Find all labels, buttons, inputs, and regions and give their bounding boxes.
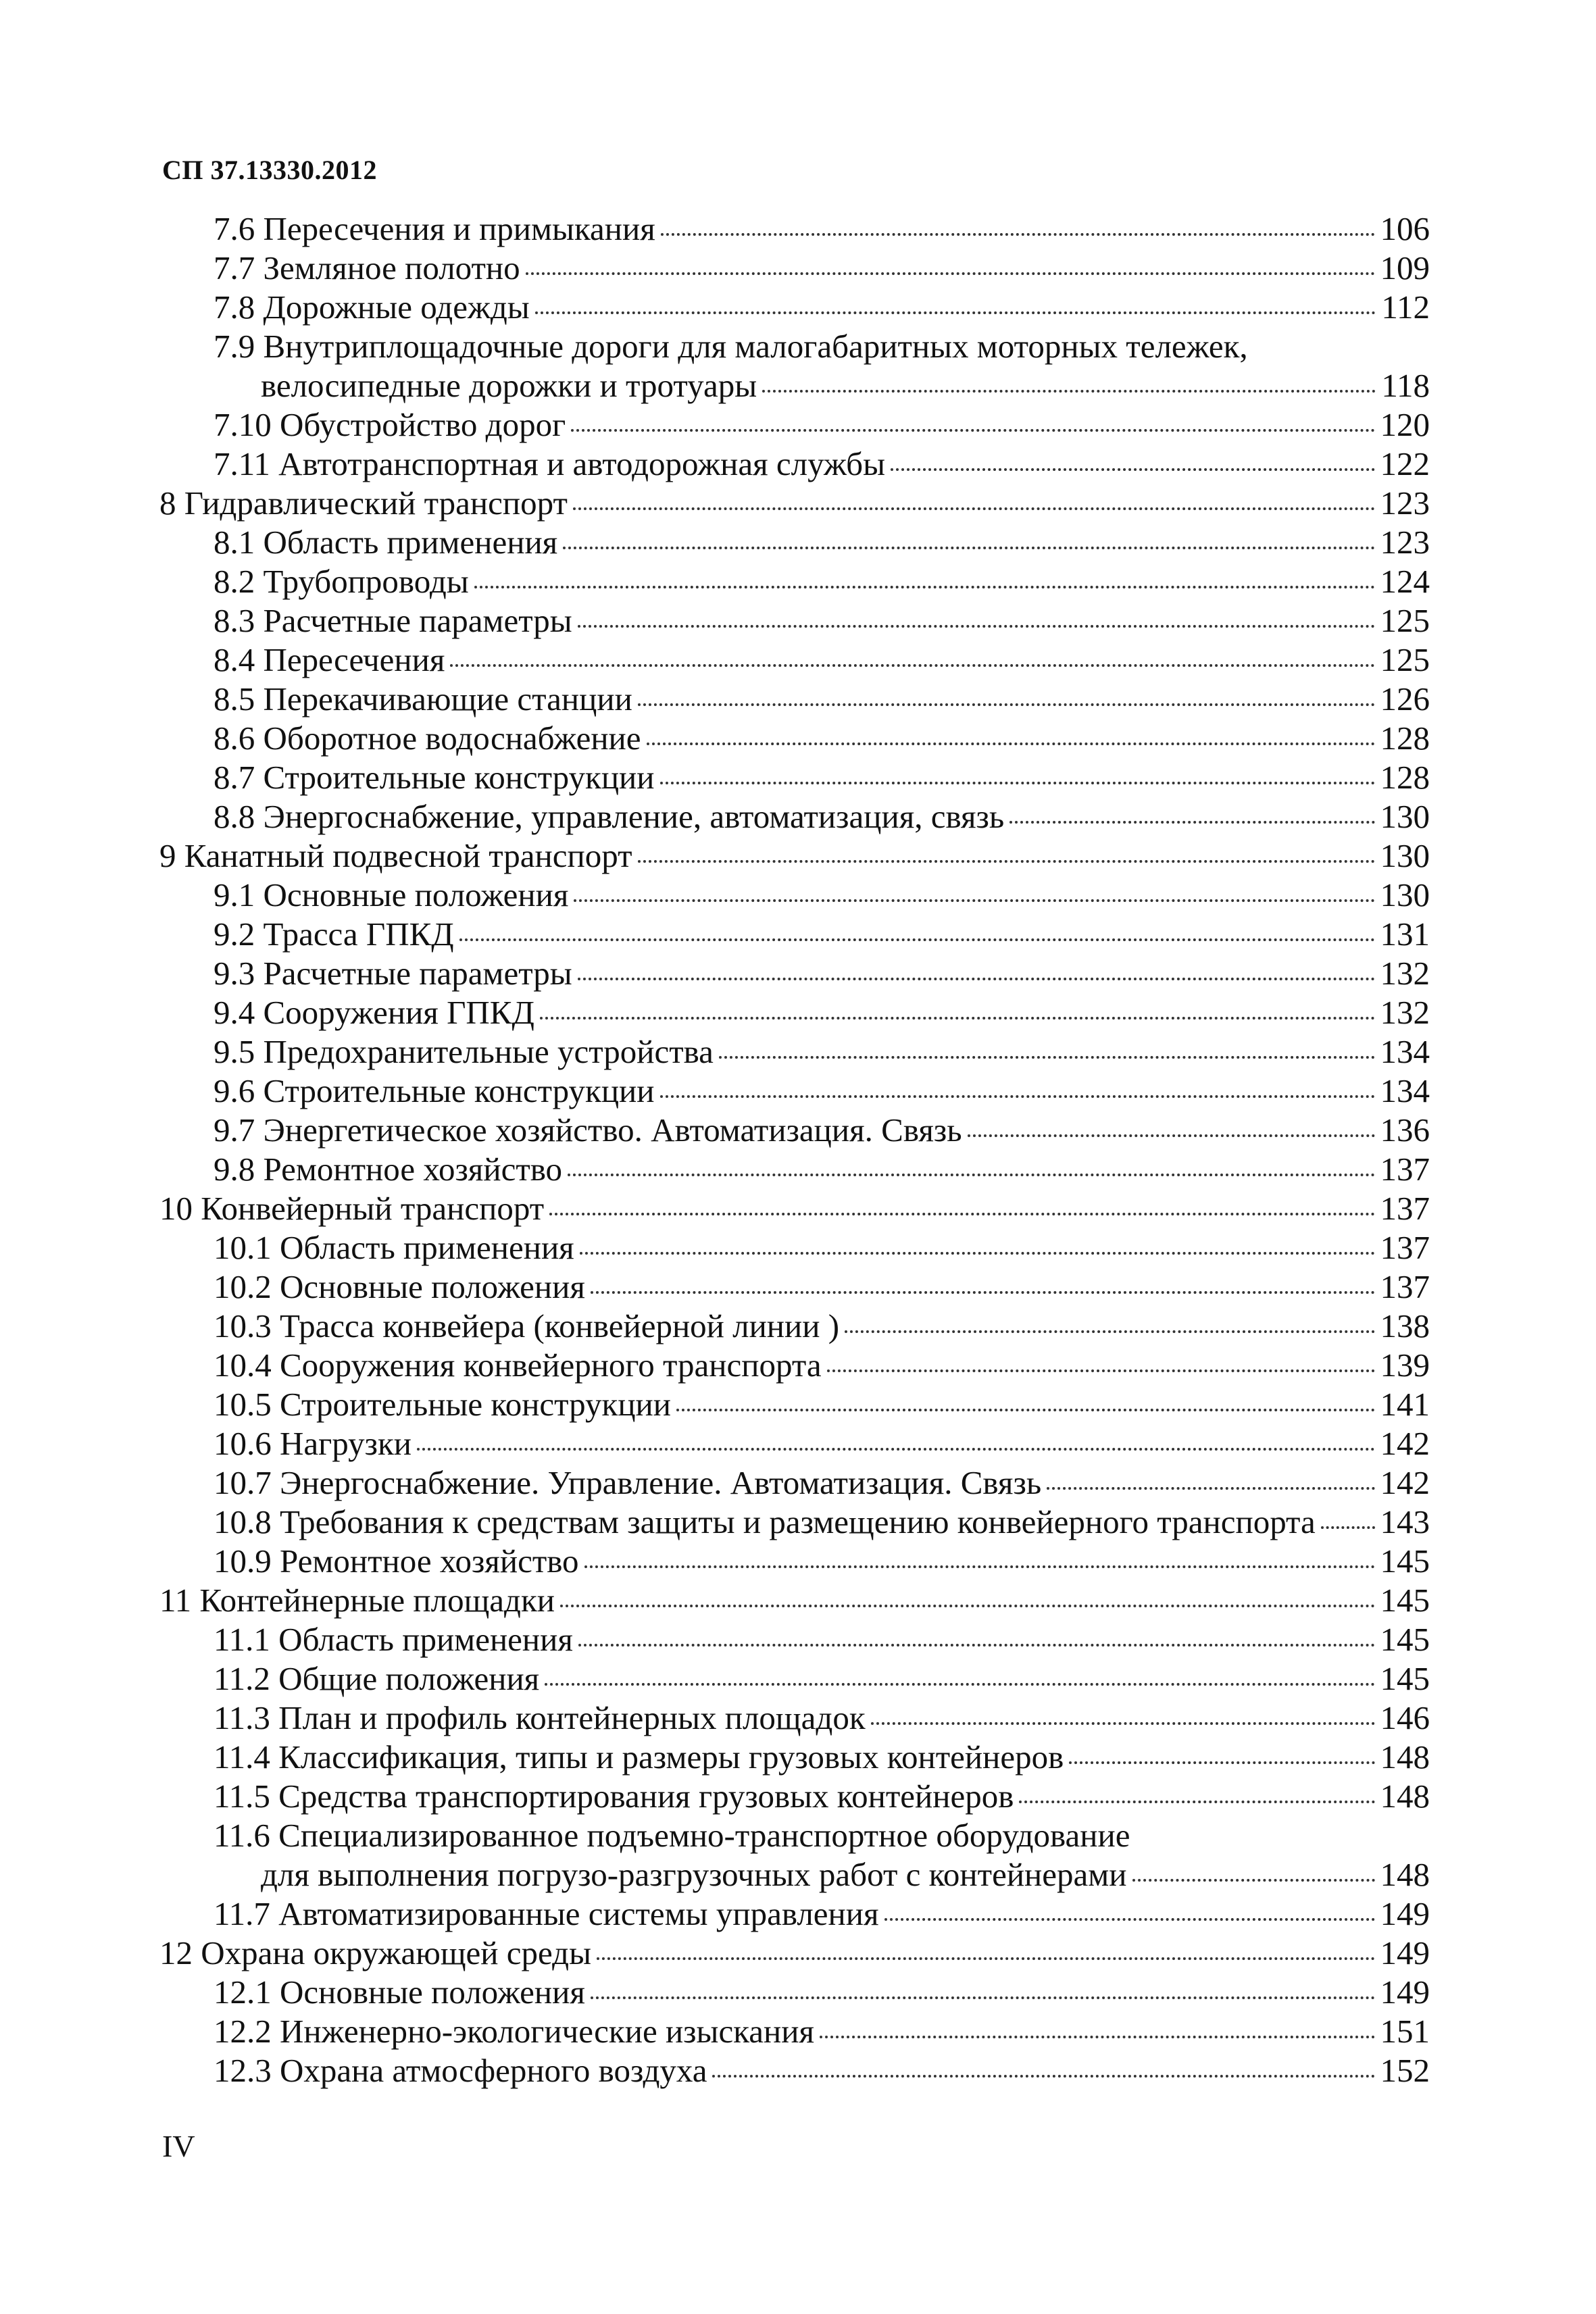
toc-entry[interactable]	[159, 1934, 1430, 1973]
toc-entry-page: 148	[1380, 1778, 1430, 1815]
toc-entry-page: 148	[1380, 1856, 1430, 1893]
toc-entry-title: 11.2 Общие положения	[214, 1660, 540, 1697]
toc-entry[interactable]	[159, 1111, 1430, 1150]
toc-entry-title: 11.5 Средства транспортирования грузовых контейнеров	[214, 1778, 1014, 1815]
toc-entry-title: 9.5 Предохранительные устройства	[214, 1033, 714, 1070]
toc-entry[interactable]	[159, 1032, 1430, 1072]
toc-entry[interactable]	[159, 1659, 1430, 1699]
toc-entry-page: 145	[1380, 1542, 1430, 1580]
toc-entry-title: 8.2 Трубопроводы	[214, 563, 469, 600]
toc-entry[interactable]	[159, 1385, 1430, 1424]
toc-entry-page: 141	[1380, 1386, 1430, 1423]
toc-entry-page: 123	[1380, 484, 1430, 522]
dot-leader	[845, 1330, 1374, 1333]
toc-entry-page: 136	[1380, 1111, 1430, 1149]
toc-entry-title: 8.1 Область применения	[214, 524, 558, 561]
dot-leader	[719, 1056, 1375, 1059]
toc-entry-title: 7.10 Обустройство дорог	[214, 406, 566, 443]
toc-entry-title: 10.9 Ремонтное хозяйство	[214, 1542, 579, 1580]
dot-leader	[526, 272, 1375, 275]
toc-entry-page: 106	[1380, 210, 1430, 247]
toc-entry[interactable]	[159, 680, 1430, 719]
toc-entry-title: 11.6 Специализированное подъемно-транспортное оборудование	[214, 1817, 1130, 1854]
toc-entry-title: 9 Канатный подвесной транспорт	[159, 837, 632, 874]
toc-entry[interactable]	[159, 484, 1430, 523]
toc-entry-page: 109	[1380, 249, 1430, 286]
toc-entry-page: 145	[1380, 1621, 1430, 1658]
dot-leader	[535, 311, 1376, 314]
toc-entry[interactable]	[159, 562, 1430, 601]
toc-entry-title: 10.4 Сооружения конвейерного транспорта	[214, 1347, 822, 1384]
table-of-contents	[159, 209, 1430, 2090]
toc-entry-page: 143	[1380, 1503, 1430, 1540]
toc-entry[interactable]	[159, 366, 1430, 405]
page-number-roman: IV	[162, 2129, 195, 2163]
toc-entry[interactable]	[159, 2051, 1430, 2090]
toc-entry-page: 152	[1380, 2052, 1430, 2089]
toc-entry-title: 10.6 Нагрузки	[214, 1425, 412, 1462]
dot-leader	[1009, 821, 1374, 824]
toc-entry-page: 149	[1380, 1973, 1430, 2011]
toc-entry-title: 12 Охрана окружающей среды	[159, 1934, 591, 1971]
toc-entry[interactable]	[159, 445, 1430, 484]
toc-entry[interactable]	[159, 1855, 1430, 1894]
dot-leader	[1069, 1761, 1374, 1764]
toc-entry-page: 149	[1380, 1895, 1430, 1932]
dot-leader	[884, 1918, 1375, 1921]
toc-entry[interactable]	[159, 1973, 1430, 2012]
toc-entry[interactable]	[159, 1503, 1430, 1542]
toc-entry-page: 130	[1380, 876, 1430, 913]
toc-entry-page: 125	[1380, 641, 1430, 678]
toc-entry-page: 134	[1380, 1033, 1430, 1070]
toc-entry-page: 120	[1380, 406, 1430, 443]
document-code: СП 37.13330.2012	[162, 155, 377, 185]
toc-entry[interactable]	[159, 954, 1430, 993]
dot-leader	[762, 390, 1376, 393]
toc-entry[interactable]	[159, 836, 1430, 876]
dot-leader	[563, 547, 1374, 549]
toc-entry[interactable]	[159, 1307, 1430, 1346]
dot-leader	[450, 664, 1374, 667]
toc-entry-title: 9.1 Основные положения	[214, 876, 569, 913]
dot-leader	[540, 1017, 1375, 1020]
toc-entry-page: 137	[1380, 1229, 1430, 1266]
dot-leader	[571, 429, 1374, 432]
toc-entry-title: 10.2 Основные положения	[214, 1268, 585, 1305]
toc-entry[interactable]	[159, 1424, 1430, 1463]
dot-leader	[1047, 1487, 1374, 1490]
toc-entry[interactable]	[159, 601, 1430, 640]
toc-entry-page: 134	[1380, 1072, 1430, 1109]
dot-leader	[474, 586, 1375, 588]
dot-leader	[459, 938, 1375, 941]
dot-leader	[638, 703, 1375, 706]
toc-entry-title: 9.4 Сооружения ГПКД	[214, 994, 534, 1031]
toc-entry[interactable]	[159, 1738, 1430, 1777]
toc-entry-page: 128	[1380, 759, 1430, 796]
toc-entry-page: 139	[1380, 1347, 1430, 1384]
toc-entry[interactable]	[159, 758, 1430, 797]
toc-entry[interactable]	[159, 719, 1430, 758]
dot-leader	[573, 507, 1375, 510]
toc-entry-page: 132	[1380, 994, 1430, 1031]
toc-entry[interactable]	[159, 405, 1430, 445]
dot-leader	[591, 1996, 1375, 1999]
dot-leader	[580, 1252, 1375, 1255]
toc-entry-title: 8.3 Расчетные параметры	[214, 602, 572, 639]
dot-leader	[820, 2036, 1375, 2038]
toc-entry[interactable]	[159, 1267, 1430, 1307]
dot-leader	[545, 1683, 1374, 1686]
toc-entry-page: 132	[1380, 955, 1430, 992]
dot-leader	[647, 743, 1375, 745]
toc-entry-title: 11.4 Классификация, типы и размеры грузовых контейнеров	[214, 1738, 1064, 1776]
toc-entry-title: 9.8 Ремонтное хозяйство	[214, 1151, 563, 1188]
toc-entry[interactable]	[159, 876, 1430, 915]
dot-leader	[578, 978, 1375, 980]
toc-entry-title: 7.7 Земляное полотно	[214, 249, 520, 286]
toc-entry-page: 138	[1380, 1307, 1430, 1344]
dot-leader	[827, 1369, 1375, 1372]
toc-entry[interactable]	[159, 209, 1430, 249]
toc-entry-title: 10.7 Энергоснабжение. Управление. Автоматизация. Связь	[214, 1464, 1042, 1501]
toc-entry[interactable]	[159, 1699, 1430, 1738]
dot-leader	[676, 1409, 1374, 1411]
dot-leader	[1132, 1879, 1375, 1882]
toc-entry-title: для выполнения погрузо-разгрузочных работ с контейнерами	[261, 1856, 1127, 1893]
toc-entry-title: 10.3 Трасса конвейера (конвейерной линии )	[214, 1307, 840, 1344]
toc-entry-title: 11.1 Область применения	[214, 1621, 573, 1658]
toc-entry-page: 124	[1380, 563, 1430, 600]
toc-entry-page: 130	[1380, 837, 1430, 874]
toc-entry[interactable]	[159, 640, 1430, 680]
toc-entry-title: 7.6 Пересечения и примыкания	[214, 210, 655, 247]
toc-entry-title: 7.8 Дорожные одежды	[214, 288, 530, 326]
toc-entry-title: 8.7 Строительные конструкции	[214, 759, 655, 796]
dot-leader	[638, 860, 1375, 863]
toc-entry-page: 137	[1380, 1151, 1430, 1188]
toc-entry-page: 145	[1380, 1582, 1430, 1619]
toc-entry-page: 131	[1380, 915, 1430, 953]
dot-leader	[1321, 1526, 1375, 1529]
toc-entry[interactable]	[159, 1463, 1430, 1503]
toc-entry-title: 9.2 Трасса ГПКД	[214, 915, 454, 953]
toc-entry-title: 10.8 Требования к средствам защиты и размещению конвейерного транспорта	[214, 1503, 1316, 1540]
toc-entry[interactable]	[159, 249, 1430, 288]
dot-leader	[574, 899, 1374, 902]
toc-entry-title: 10 Конвейерный транспорт	[159, 1190, 545, 1227]
toc-entry-page: 128	[1380, 720, 1430, 757]
toc-entry-page: 151	[1380, 2013, 1430, 2050]
toc-entry-page: 137	[1380, 1268, 1430, 1305]
toc-entry-page: 122	[1380, 445, 1430, 482]
dot-leader	[578, 1644, 1375, 1646]
dot-leader	[891, 468, 1374, 471]
toc-entry-page: 142	[1380, 1464, 1430, 1501]
toc-entry[interactable]	[159, 915, 1430, 954]
toc-entry[interactable]	[159, 523, 1430, 562]
toc-entry[interactable]	[159, 1542, 1430, 1581]
toc-entry[interactable]	[159, 2012, 1430, 2051]
toc-entry-title: 9.6 Строительные конструкции	[214, 1072, 655, 1109]
dot-leader	[661, 233, 1375, 236]
toc-entry-title: 10.5 Строительные конструкции	[214, 1386, 672, 1423]
toc-entry-page: 130	[1380, 798, 1430, 835]
toc-entry[interactable]	[159, 288, 1430, 327]
dot-leader	[578, 625, 1375, 628]
toc-entry[interactable]	[159, 797, 1430, 836]
dot-leader	[660, 1095, 1375, 1098]
toc-entry-title: 9.3 Расчетные параметры	[214, 955, 572, 992]
toc-entry-page: 126	[1380, 680, 1430, 718]
toc-entry-title: 8.5 Перекачивающие станции	[214, 680, 632, 718]
toc-entry[interactable]	[159, 1150, 1430, 1189]
toc-entry-title: 12.2 Инженерно-экологические изыскания	[214, 2013, 814, 2050]
dot-leader	[597, 1957, 1375, 1960]
toc-entry-page: 123	[1380, 524, 1430, 561]
dot-leader	[660, 782, 1375, 784]
toc-entry[interactable]	[159, 1894, 1430, 1934]
toc-entry-title: 10.1 Область применения	[214, 1229, 574, 1266]
toc-entry-page: 148	[1380, 1738, 1430, 1776]
toc-entry[interactable]	[159, 1072, 1430, 1111]
toc-entry-title: 7.11 Автотранспортная и автодорожная службы	[214, 445, 886, 482]
dot-leader	[871, 1722, 1375, 1725]
toc-entry-title: 8.8 Энергоснабжение, управление, автоматизация, связь	[214, 798, 1005, 835]
dot-leader	[968, 1134, 1375, 1137]
dot-leader	[417, 1448, 1375, 1451]
dot-leader	[1019, 1801, 1374, 1803]
toc-entry[interactable]	[159, 1189, 1430, 1228]
toc-entry[interactable]	[159, 1581, 1430, 1620]
toc-entry-title: 11 Контейнерные площадки	[159, 1582, 555, 1619]
toc-entry[interactable]	[159, 1777, 1430, 1816]
toc-entry-title: 8 Гидравлический транспорт	[159, 484, 568, 522]
toc-entry-title: 9.7 Энергетическое хозяйство. Автоматизация. Связь	[214, 1111, 962, 1149]
toc-entry-page: 137	[1380, 1190, 1430, 1227]
toc-entry-title: 7.9 Внутриплощадочные дороги для малогабаритных моторных тележек,	[214, 328, 1248, 365]
toc-entry-title: велосипедные дорожки и тротуары	[261, 367, 757, 404]
dot-leader	[712, 2075, 1374, 2078]
toc-entry-page: 145	[1380, 1660, 1430, 1697]
toc-entry-page: 112	[1381, 288, 1430, 326]
toc-entry[interactable]	[159, 327, 1430, 366]
dot-leader	[568, 1174, 1374, 1176]
toc-entry-page: 149	[1380, 1934, 1430, 1971]
toc-entry-title: 8.6 Оборотное водоснабжение	[214, 720, 641, 757]
toc-entry-page: 142	[1380, 1425, 1430, 1462]
toc-entry-page: 118	[1381, 367, 1430, 404]
dot-leader	[584, 1565, 1375, 1568]
toc-entry-title: 11.3 План и профиль контейнерных площадок	[214, 1699, 866, 1736]
toc-entry-title: 11.7 Автоматизированные системы управления	[214, 1895, 879, 1932]
dot-leader	[560, 1605, 1374, 1607]
toc-entry[interactable]	[159, 1816, 1430, 1855]
toc-entry-title: 12.1 Основные положения	[214, 1973, 585, 2011]
toc-entry[interactable]	[159, 1228, 1430, 1267]
toc-entry[interactable]	[159, 993, 1430, 1032]
toc-entry[interactable]	[159, 1620, 1430, 1659]
toc-entry-title: 8.4 Пересечения	[214, 641, 445, 678]
toc-entry-page: 146	[1380, 1699, 1430, 1736]
dot-leader	[549, 1213, 1374, 1215]
toc-entry-title: 12.3 Охрана атмосферного воздуха	[214, 2052, 707, 2089]
toc-entry[interactable]	[159, 1346, 1430, 1385]
toc-entry-page: 125	[1380, 602, 1430, 639]
dot-leader	[591, 1291, 1375, 1294]
